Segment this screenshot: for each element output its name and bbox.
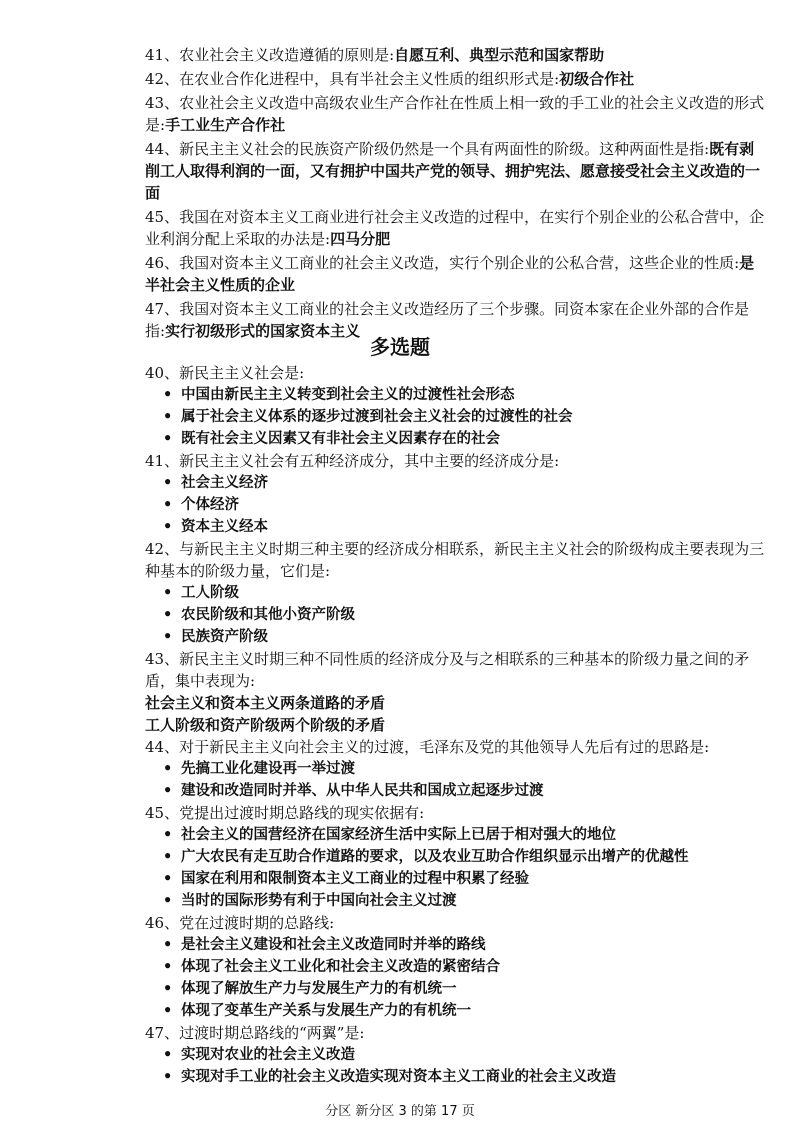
bullet-icon: •	[163, 386, 173, 403]
question-text: 43、农业社会主义改造中高级农业生产合作社在性质上相一致的手工业的社会主义改造的形式	[145, 94, 765, 112]
question-43	[145, 92, 775, 114]
option-text: 民族资产阶级	[181, 628, 268, 645]
option-text: 农民阶级和其他小资产阶级	[181, 606, 355, 623]
answer-text: 四马分肥	[330, 230, 391, 248]
option-text: 社会主义的国营经济在国家经济生活中实际上已居于相对强大的地位	[181, 826, 616, 843]
mc-question-44: 44、对于新民主主义向社会主义的过渡，毛泽东及党的其他领导人先后有过的思路是:	[145, 738, 710, 756]
option-text: 既有社会主义因素又有非社会主义因素存在的社会	[181, 430, 500, 447]
bullet-icon: •	[163, 1068, 173, 1085]
option-text: 实现对农业的社会主义改造	[181, 1046, 355, 1063]
option-text: 是社会主义建设和社会主义改造同时并举的路线	[181, 936, 486, 953]
mc-question-45: 45、党提出过渡时期总路线的现实依据有:	[145, 804, 425, 822]
option-text: 个体经济	[181, 496, 239, 513]
answer-text: 实行初级形式的国家资本主义	[165, 322, 361, 340]
bullet-icon: •	[163, 870, 173, 887]
answer-text: 既有剥	[709, 140, 755, 158]
bullet-icon: •	[163, 584, 173, 601]
bullet-icon: •	[163, 518, 173, 535]
mc-question-42: 42、与新民主主义时期三种主要的经济成分相联系，新民主主义社会的阶级构成主要表现为三	[145, 540, 765, 558]
option-text: 当时的国际形势有利于中国向社会主义过渡	[181, 892, 457, 909]
option-text: 体现了解放生产力与发展生产力的有机统一	[181, 980, 457, 997]
bullet-icon: •	[163, 760, 173, 777]
question-45-cont	[145, 228, 775, 250]
question-46	[145, 252, 775, 274]
bullet-icon: •	[163, 408, 173, 425]
answer-text: 自愿互利、典型示范和国家帮助	[394, 46, 605, 64]
mc-question-41: 41、新民主主义社会有五种经济成分，其中主要的经济成分是:	[145, 452, 560, 470]
question-text: 42、在农业合作化进程中，具有半社会主义性质的组织形式是:	[145, 70, 560, 88]
answer-text: 手工业生产合作社	[165, 116, 286, 134]
bullet-icon: •	[163, 496, 173, 513]
question-text: 45、我国在对资本主义工商业进行社会主义改造的过程中，在实行个别企业的公私合营中，企	[145, 208, 765, 226]
option-text: 中国由新民主主义转变到社会主义的过渡性社会形态	[181, 386, 515, 403]
bullet-icon: •	[163, 980, 173, 997]
bullet-icon: •	[163, 606, 173, 623]
question-text: 46、我国对资本主义工商业的社会主义改造，实行个别企业的公私合营，这些企业的性质:	[145, 254, 740, 272]
question-47	[145, 298, 775, 320]
answer-44-cont: 削工人取得利润的一面，又有拥护中国共产党的领导、拥护宪法、愿意接受社会主义改造的一	[145, 162, 761, 180]
option-text: 资本主义经本	[181, 518, 268, 535]
bullet-icon: •	[163, 430, 173, 447]
question-text: 是:	[145, 116, 166, 134]
answer-text: 初级合作社	[559, 70, 635, 88]
question-text: 指:	[145, 322, 166, 340]
page-footer: 分区 新分区 3 的第 17 页	[325, 1104, 475, 1119]
bullet-icon: •	[163, 1046, 173, 1063]
bullet-icon: •	[163, 628, 173, 645]
bullet-icon: •	[163, 1002, 173, 1019]
option-text: 社会主义经济	[181, 474, 268, 491]
option-text: 广大农民有走互助合作道路的要求，以及农业互助合作组织显示出增产的优越性	[181, 848, 689, 865]
bullet-icon: •	[163, 958, 173, 975]
mc-question-40: 40、新民主主义社会是:	[145, 364, 305, 382]
option-text: 先搞工业化建设再一举过渡	[181, 760, 355, 777]
option-text: 体现了社会主义工业化和社会主义改造的紧密结合	[181, 958, 500, 975]
question-45	[145, 206, 775, 228]
bullet-icon: •	[163, 474, 173, 491]
question-41	[145, 44, 775, 66]
question-43-cont	[145, 114, 775, 136]
question-text: 47、我国对资本主义工商业的社会主义改造经历了三个步骤。同资本家在企业外部的合作是	[145, 300, 750, 318]
mc-question-46: 46、党在过渡时期的总路线:	[145, 914, 335, 932]
mc-question-42-cont: 种基本的阶级力量，它们是:	[145, 562, 331, 580]
mc-question-43: 43、新民主主义时期三种不同性质的经济成分及与之相联系的三种基本的阶级力量之间的矛	[145, 650, 750, 668]
question-44	[145, 138, 775, 160]
mc-question-43-cont: 盾，集中表现为:	[145, 672, 256, 690]
bullet-icon: •	[163, 848, 173, 865]
bullet-icon: •	[163, 936, 173, 953]
mc-question-47: 47、过渡时期总路线的“两翼”是:	[145, 1024, 365, 1042]
mc-answer-plain: 社会主义和资本主义两条道路的矛盾	[145, 694, 386, 712]
option-text: 属于社会主义体系的逐步过渡到社会主义社会的过渡性的社会	[181, 408, 573, 425]
answer-46-cont: 半社会主义性质的企业	[145, 276, 296, 294]
option-text: 体现了变革生产关系与发展生产力的有机统一	[181, 1002, 471, 1019]
bullet-icon: •	[163, 892, 173, 909]
question-text: 44、新民主主义社会的民族资产阶级仍然是一个具有两面性的阶级。这种两面性是指:	[145, 140, 710, 158]
option-text: 建设和改造同时并举、从中华人民共和国成立起逐步过渡	[181, 782, 544, 799]
mc-answer-plain: 工人阶级和资产阶级两个阶级的矛盾	[145, 716, 386, 734]
bullet-icon: •	[163, 826, 173, 843]
question-text: 业利润分配上采取的办法是:	[145, 230, 331, 248]
answer-44-cont2: 面	[145, 184, 161, 202]
option-text: 工人阶级	[181, 584, 239, 601]
question-text: 41、农业社会主义改造遵循的原则是:	[145, 46, 395, 64]
answer-text: 是	[739, 254, 755, 272]
section-title: 多选题	[370, 335, 430, 359]
option-text: 国家在利用和限制资本主义工商业的过程中积累了经验	[181, 870, 529, 887]
bullet-icon: •	[163, 782, 173, 799]
option-text: 实现对手工业的社会主义改造实现对资本主义工商业的社会主义改造	[181, 1068, 616, 1085]
question-42	[145, 68, 775, 90]
